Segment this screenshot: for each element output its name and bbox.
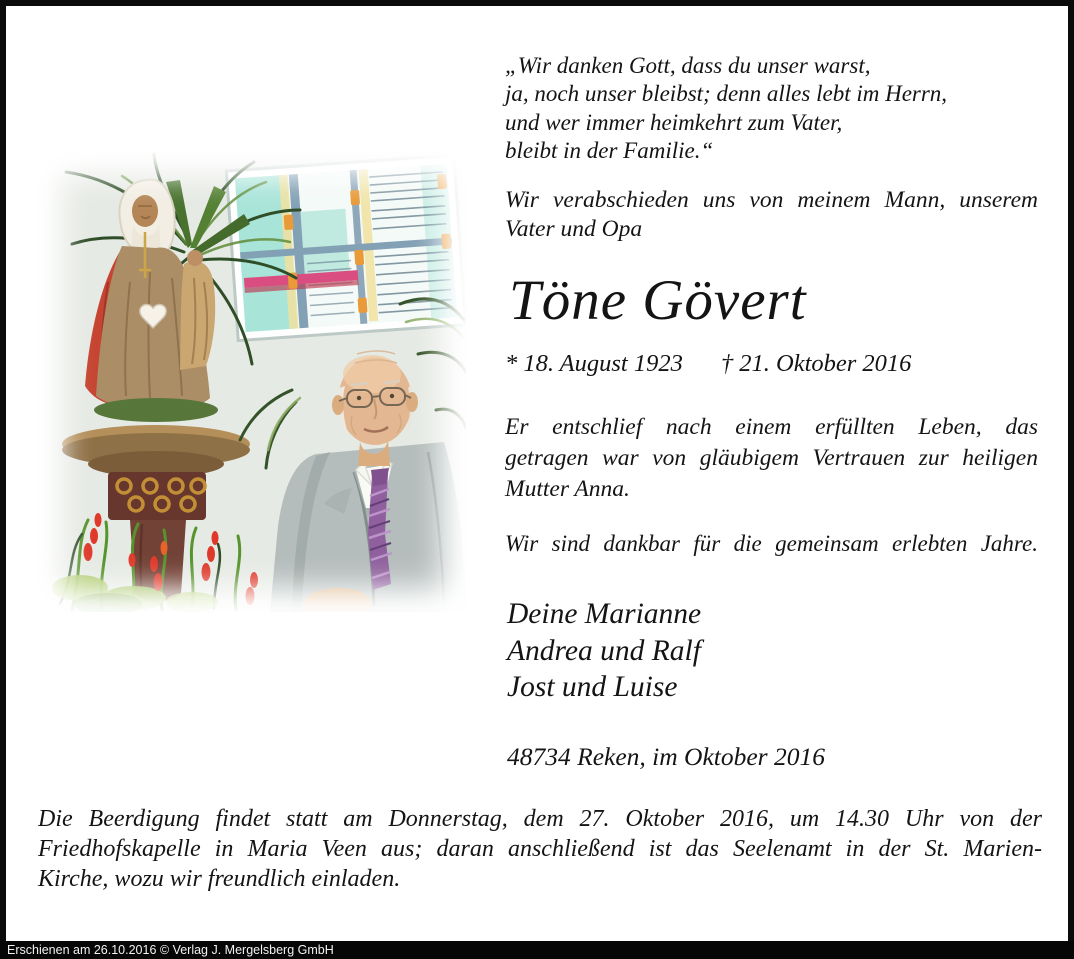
quote-line: „Wir danken Gott, dass du unser warst, bbox=[505, 53, 871, 78]
quote-line: ja, noch unser bleibst; denn alles lebt im Herrn, bbox=[505, 81, 948, 107]
obituary-sheet bbox=[6, 6, 1068, 941]
mourners-list bbox=[507, 596, 701, 706]
paragraph-line: Mutter Anna. bbox=[505, 476, 630, 502]
birth-date: * 18. August 1923 bbox=[505, 350, 683, 377]
mourner-name: Jost und Luise bbox=[507, 671, 678, 703]
life-dates bbox=[505, 350, 911, 378]
paragraph-line: getragen war von gläubigem Vertrauen zur heiligen bbox=[505, 445, 1038, 471]
death-date: † 21. Oktober 2016 bbox=[720, 350, 912, 377]
funeral-line: Kirche, wozu wir freundlich einladen. bbox=[38, 866, 401, 892]
opening-quote bbox=[505, 52, 947, 166]
memorial-photo bbox=[38, 152, 466, 612]
quote-line: bleibt in der Familie.“ bbox=[505, 138, 714, 164]
paragraph-line: Er entschlief nach einem erfüllten Leben, das bbox=[505, 414, 1038, 440]
thanks-line: Wir sind dankbar für die gemeinsam erlebten Jahre. bbox=[505, 531, 1038, 556]
quote-line: und wer immer heimkehrt zum Vater, bbox=[505, 109, 843, 135]
funeral-line: Die Beerdigung findet statt am Donnerstag, dem 27. Oktober 2016, um 14.30 Uhr von der bbox=[38, 806, 1042, 832]
publisher-footer bbox=[0, 941, 1074, 959]
place-date-line: 48734 Reken, im Oktober 2016 bbox=[507, 742, 825, 771]
mourner-name: Deine Marianne bbox=[507, 598, 702, 630]
mourner-name: Andrea und Ralf bbox=[507, 634, 701, 667]
obituary-paragraph bbox=[505, 412, 1038, 505]
funeral-notice bbox=[38, 804, 1042, 894]
memorial-photo-illustration bbox=[38, 152, 466, 612]
intro-line: Wir verabschieden uns von meinem Mann, unserem bbox=[505, 187, 1038, 213]
farewell-intro bbox=[505, 186, 1038, 243]
publisher-credit: Erschienen am 26.10.2016 © Verlag J. Mergelsberg GmbH bbox=[7, 943, 334, 957]
deceased-name: Töne Gövert bbox=[509, 269, 807, 332]
intro-line: Vater und Opa bbox=[505, 215, 643, 242]
funeral-line: Friedhofskapelle in Maria Veen aus; daran anschließend ist das Seelenamt in der St. Marien- bbox=[38, 836, 1042, 862]
